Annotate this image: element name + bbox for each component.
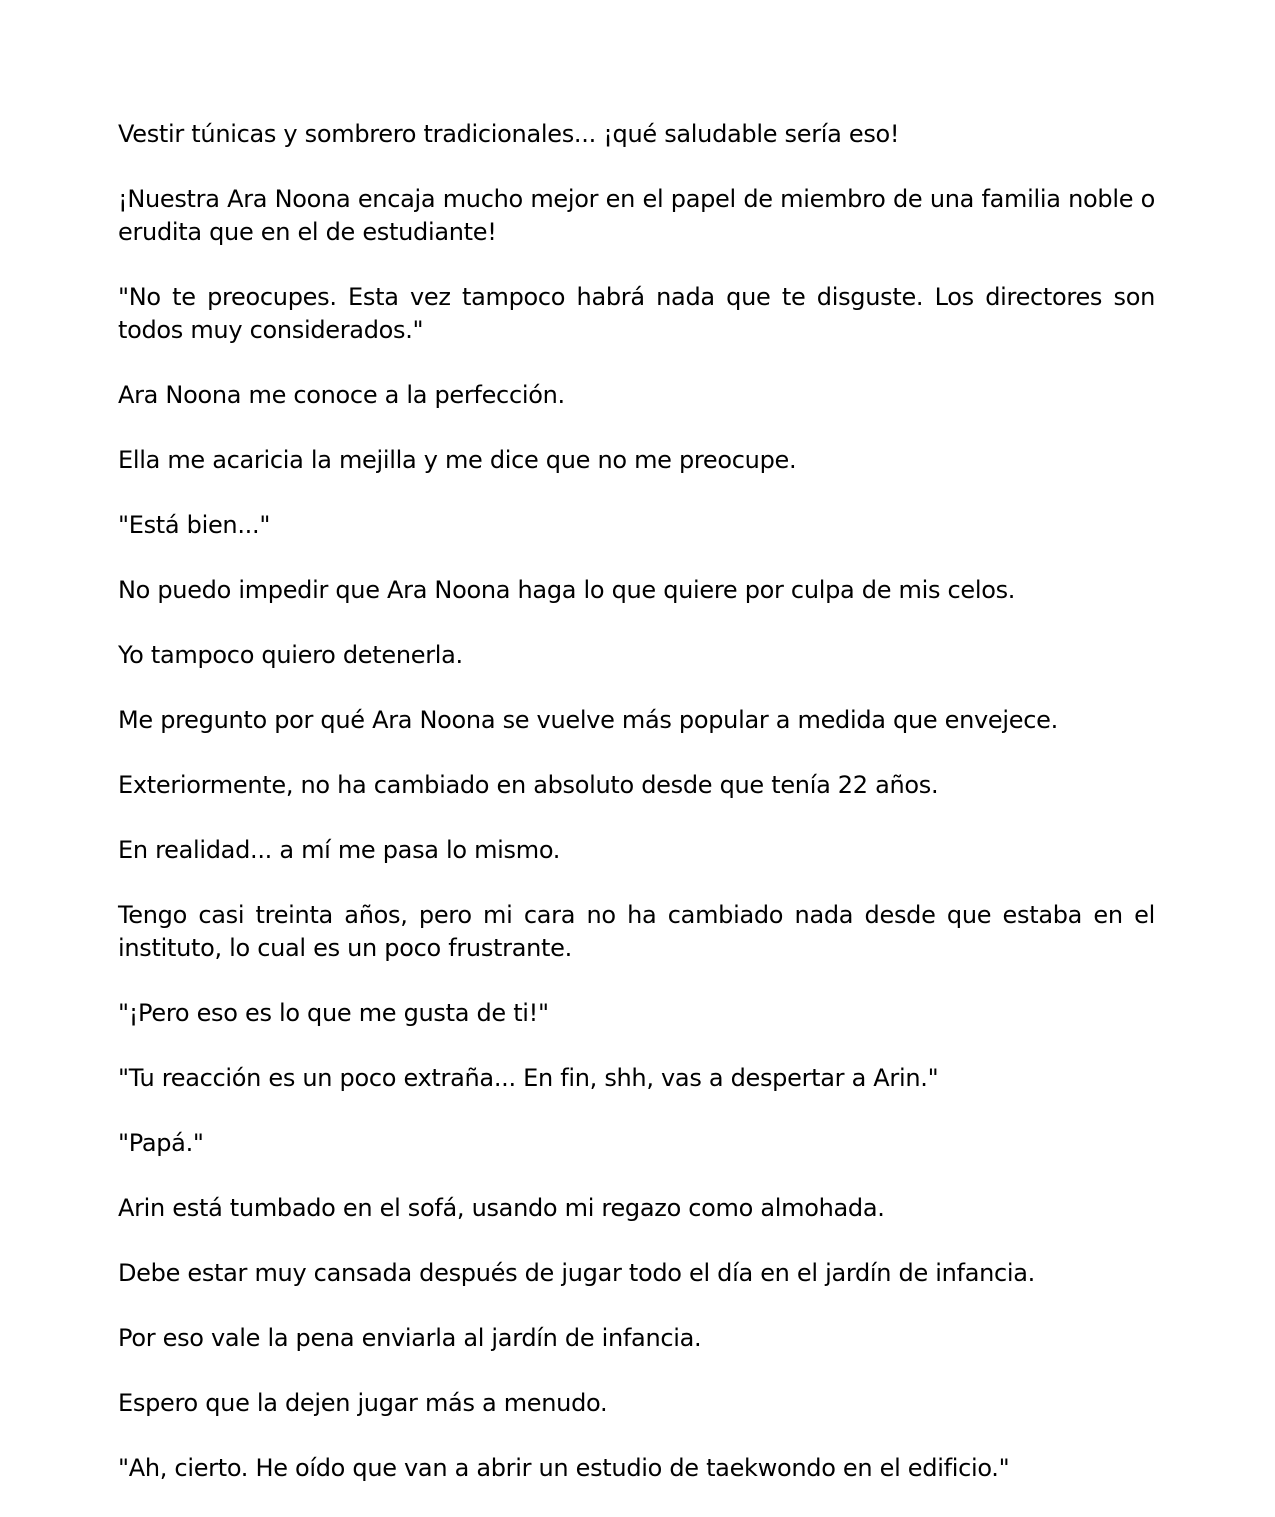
paragraph: "No te preocupes. Esta vez tampoco habrá nada que te disguste. Los directores son todos muy considerados." [118, 283, 1155, 344]
paragraph: "¡Pero eso es lo que me gusta de ti!" [118, 999, 549, 1027]
paragraph: ¡Nuestra Ara Noona encaja mucho mejor en el papel de miembro de una familia noble o erudita que en el de estudiante! [118, 185, 1155, 246]
paragraph: Arin está tumbado en el sofá, usando mi regazo como almohada. [118, 1194, 885, 1222]
paragraph: Ella me acaricia la mejilla y me dice que no me preocupe. [118, 446, 797, 474]
paragraph: Tengo casi treinta años, pero mi cara no ha cambiado nada desde que estaba en el instituto, lo cual es un poco frustrante. [118, 901, 1155, 962]
paragraph: Yo tampoco quiero detenerla. [118, 641, 463, 669]
paragraph: Vestir túnicas y sombrero tradicionales... ¡qué saludable sería eso! [118, 120, 900, 148]
paragraph: Espero que la dejen jugar más a menudo. [118, 1389, 608, 1417]
paragraph: "Está bien..." [118, 511, 271, 539]
paragraph: "Ah, cierto. He oído que van a abrir un estudio de taekwondo en el edificio." [118, 1454, 1010, 1482]
paragraph: "Papá." [118, 1129, 204, 1157]
paragraph: Ara Noona me conoce a la perfección. [118, 381, 565, 409]
document-body [118, 118, 1155, 1517]
paragraph: En realidad... a mí me pasa lo mismo. [118, 836, 561, 864]
paragraph: Por eso vale la pena enviarla al jardín de infancia. [118, 1324, 702, 1352]
paragraph: "Tu reacción es un poco extraña... En fin, shh, vas a despertar a Arin." [118, 1064, 939, 1092]
paragraph: Debe estar muy cansada después de jugar todo el día en el jardín de infancia. [118, 1259, 1036, 1287]
paragraph: Exteriormente, no ha cambiado en absoluto desde que tenía 22 años. [118, 771, 939, 799]
paragraph: No puedo impedir que Ara Noona haga lo que quiere por culpa de mis celos. [118, 576, 1016, 604]
paragraph: Me pregunto por qué Ara Noona se vuelve más popular a medida que envejece. [118, 706, 1058, 734]
